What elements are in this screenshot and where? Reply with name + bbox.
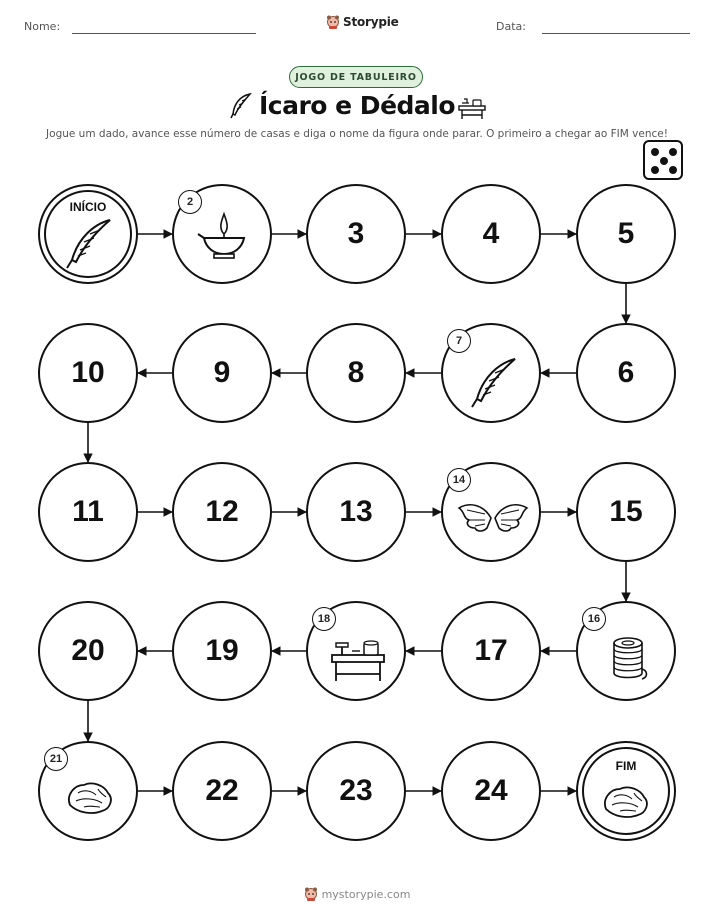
board-space-20 xyxy=(38,601,138,701)
space-number: 10 xyxy=(71,356,105,389)
space-number: 17 xyxy=(474,634,508,667)
space-number: 20 xyxy=(71,634,105,667)
space-number: 4 xyxy=(482,217,500,250)
board-space-7 xyxy=(441,323,541,423)
footer-url[interactable]: mystorypie.com xyxy=(321,887,411,901)
space-number: 13 xyxy=(339,495,373,528)
board-space-8 xyxy=(306,323,406,423)
mascot-icon xyxy=(304,886,318,902)
footer xyxy=(0,886,714,902)
board-space-3 xyxy=(306,184,406,284)
space-number: 8 xyxy=(347,356,365,389)
space-number-badge: 7 xyxy=(447,329,471,353)
board-space-19 xyxy=(172,601,272,701)
board-space-6 xyxy=(576,323,676,423)
board-space-18 xyxy=(306,601,406,701)
space-number: 24 xyxy=(474,774,508,807)
space-number-badge: 14 xyxy=(447,468,471,492)
board-space-11 xyxy=(38,462,138,562)
board-space-9 xyxy=(172,323,272,423)
board-space-4 xyxy=(441,184,541,284)
board-space-21 xyxy=(38,741,138,841)
space-number-badge: 2 xyxy=(178,190,202,214)
board-space-10 xyxy=(38,323,138,423)
space-number: 12 xyxy=(205,495,239,528)
finish-label: FIM xyxy=(615,759,637,773)
board-space-24 xyxy=(441,741,541,841)
brand-name: Storypie xyxy=(343,15,399,29)
board-space-13 xyxy=(306,462,406,562)
board-space-15 xyxy=(576,462,676,562)
start-space xyxy=(38,184,138,284)
space-number: 9 xyxy=(213,356,231,389)
finish-space xyxy=(576,741,676,841)
page-title: Ícaro e Dédalo xyxy=(258,91,456,120)
board-space-16 xyxy=(576,601,676,701)
space-number: 3 xyxy=(347,217,365,250)
space-number: 23 xyxy=(339,774,373,807)
board-space-17 xyxy=(441,601,541,701)
board-space-5 xyxy=(576,184,676,284)
board-space-2 xyxy=(172,184,272,284)
board-space-12 xyxy=(172,462,272,562)
date-label: Data: xyxy=(496,20,526,33)
space-number: 11 xyxy=(72,495,104,528)
board-space-22 xyxy=(172,741,272,841)
beeswax-icon xyxy=(578,743,678,843)
space-number: 6 xyxy=(617,356,635,389)
space-number-badge: 18 xyxy=(312,607,336,631)
feather-icon xyxy=(40,186,140,286)
name-label: Nome: xyxy=(24,20,61,33)
game-type-badge: JOGO DE TABULEIRO xyxy=(289,66,423,88)
space-number: 19 xyxy=(205,634,239,667)
start-label: INÍCIO xyxy=(69,200,107,214)
board-space-14 xyxy=(441,462,541,562)
instructions: Jogue um dado, avance esse número de casas e diga o nome da figura onde parar. O primeiro a chegar ao FIM vence! xyxy=(46,128,668,140)
space-number: 5 xyxy=(617,217,635,250)
space-number-badge: 16 xyxy=(582,607,606,631)
space-number: 22 xyxy=(205,774,239,807)
space-number: 15 xyxy=(609,495,643,528)
board-space-23 xyxy=(306,741,406,841)
space-number-badge: 21 xyxy=(44,747,68,771)
